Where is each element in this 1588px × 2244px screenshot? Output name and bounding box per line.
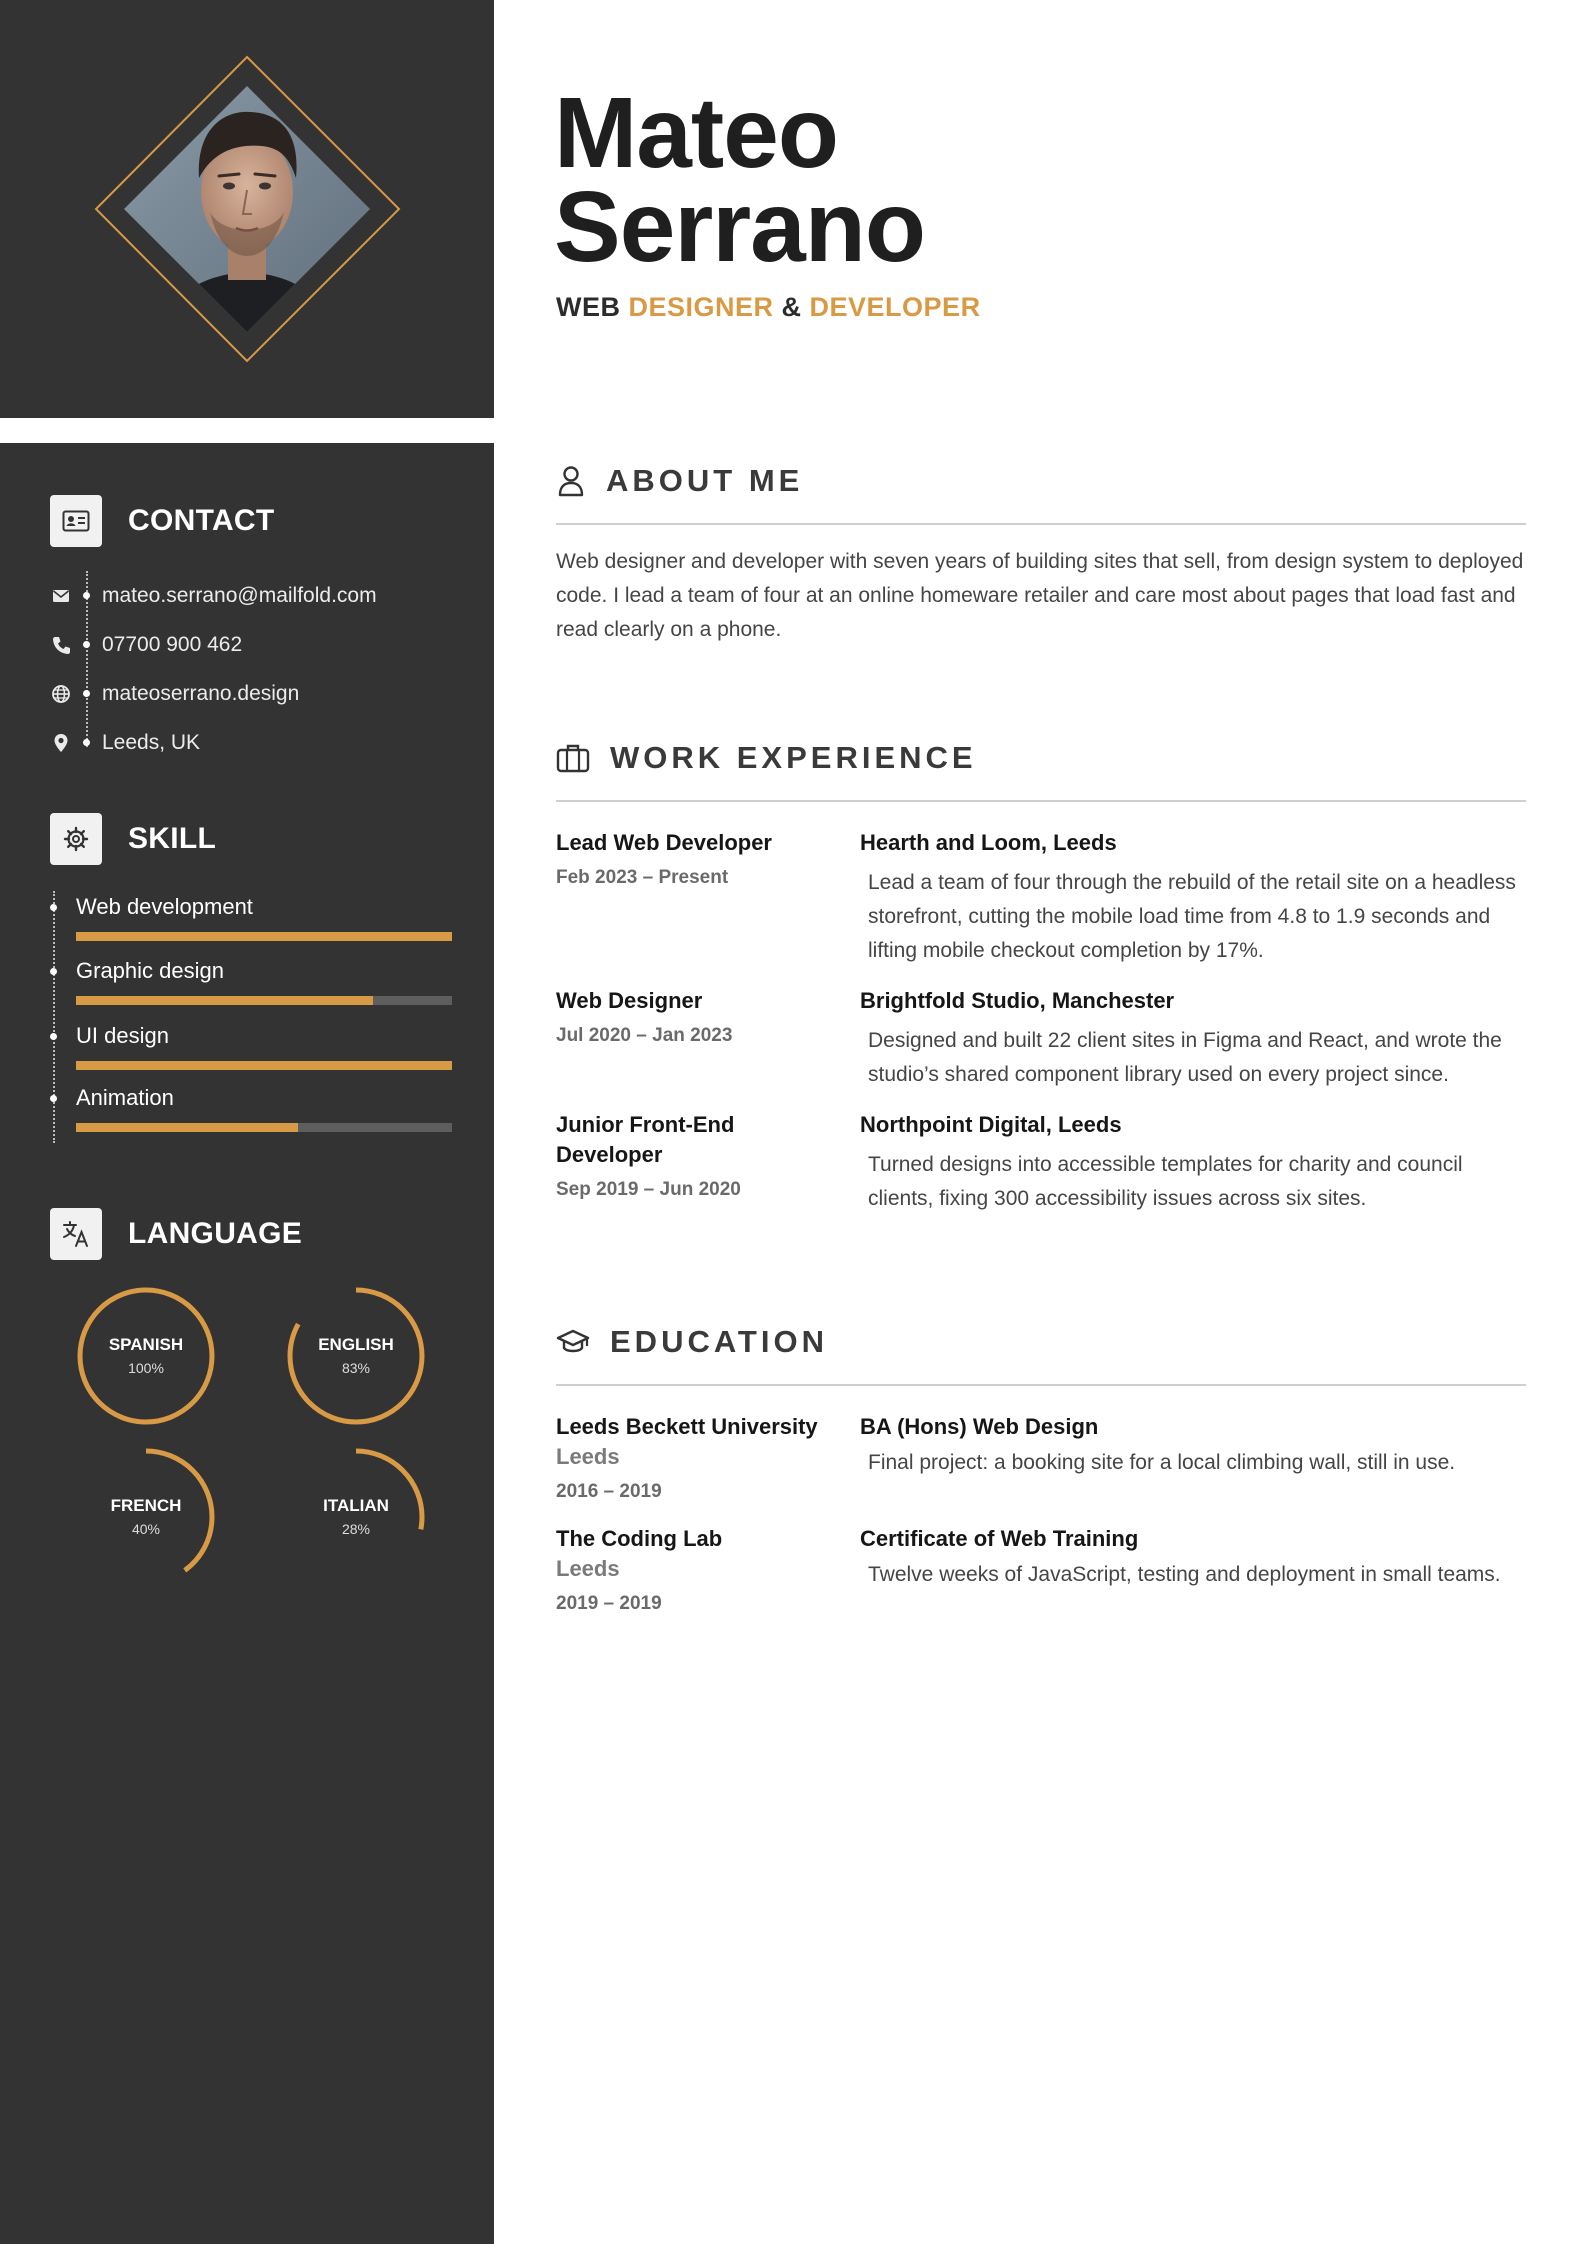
language-name: ENGLISH <box>318 1335 394 1354</box>
job-title-part: DESIGNER <box>628 292 774 322</box>
about-heading: ABOUT ME <box>606 463 804 498</box>
sidebar <box>0 443 494 2244</box>
job-description: Designed and built 22 client sites in Figma and React, and wrote the studio’s shared component library used on every project since. <box>868 1029 1502 1086</box>
first-name: Mateo <box>554 77 838 189</box>
timeline-dot <box>83 690 90 697</box>
work-section <box>556 732 1526 1234</box>
language-name: FRENCH <box>110 1496 182 1515</box>
phone-text: 07700 900 462 <box>102 633 243 656</box>
job-title-part: & <box>781 292 802 322</box>
job-employer: Brightfold Studio, Manchester <box>860 988 1175 1013</box>
school-name: The Coding Lab <box>556 1526 723 1551</box>
language-percent: 100% <box>128 1360 164 1376</box>
skill-item <box>0 889 494 953</box>
about-text: Web designer and developer with seven years of building sites that sell, from design system to deployed code. I lead a team of four at an online homeware retailer and care most about pages that load fast and read clearly on a phone. <box>556 550 1524 641</box>
job-dates: Feb 2023 – Present <box>556 867 729 888</box>
job-title: Web Designer <box>556 988 703 1013</box>
job-employer: Northpoint Digital, Leeds <box>860 1112 1122 1137</box>
job-list <box>556 828 1526 1216</box>
skill-heading-row <box>50 813 216 865</box>
school-name: Leeds Beckett University <box>556 1414 818 1439</box>
job-title-part: WEB <box>556 292 621 322</box>
education-years: 2016 – 2019 <box>556 1481 662 1502</box>
language-heading-row <box>50 1208 302 1260</box>
skill-bar <box>76 1123 452 1132</box>
person-icon <box>556 464 586 498</box>
contact-phone <box>50 627 470 663</box>
timeline-dot <box>50 968 57 975</box>
language-percent: 83% <box>341 1360 371 1376</box>
language-ring <box>276 1276 436 1436</box>
school-city: Leeds <box>556 1556 620 1581</box>
language-ring <box>276 1437 436 1597</box>
skill-label: Web development <box>76 894 253 919</box>
skill-bar-fill <box>76 1061 452 1070</box>
skill-bar <box>76 1061 452 1070</box>
email-icon <box>50 585 72 607</box>
person-name <box>554 77 925 283</box>
timeline-dot <box>50 1095 57 1102</box>
qualification: Certificate of Web Training <box>860 1526 1139 1551</box>
skill-bar-fill <box>76 1123 298 1132</box>
job-entry <box>556 828 1526 968</box>
job-title-part: DEVELOPER <box>809 292 981 322</box>
timeline-dot <box>50 904 57 911</box>
skill-label: UI design <box>76 1023 169 1048</box>
skill-item <box>0 1018 494 1082</box>
education-list <box>556 1412 1526 1618</box>
education-years: 2019 – 2019 <box>556 1593 662 1614</box>
work-heading-row <box>556 732 1526 802</box>
skill-item <box>0 1080 494 1144</box>
about-section <box>556 455 1526 647</box>
id-card-icon <box>50 495 102 547</box>
timeline-dot <box>83 641 90 648</box>
qualification: BA (Hons) Web Design <box>860 1414 1099 1439</box>
skill-bar-fill <box>76 932 452 941</box>
phone-icon <box>50 634 72 656</box>
contact-email[interactable] <box>50 578 470 614</box>
skill-label: Animation <box>76 1085 174 1110</box>
about-heading-row <box>556 455 1526 525</box>
education-description: Twelve weeks of JavaScript, testing and deployment in small teams. <box>868 1563 1501 1586</box>
job-dates: Sep 2019 – Jun 2020 <box>556 1179 741 1200</box>
language-percent: 28% <box>341 1521 371 1537</box>
skill-item <box>0 953 494 1017</box>
job-dates: Jul 2020 – Jan 2023 <box>556 1025 733 1046</box>
language-percent: 40% <box>131 1521 161 1537</box>
portrait-photo <box>0 0 494 418</box>
job-description: Lead a team of four through the rebuild of the retail site on a headless storefront, cutting the mobile load time from 4.8 to 1.9 seconds and lifting mobile checkout completion by 17%. <box>868 871 1516 962</box>
language-name: ITALIAN <box>323 1496 389 1515</box>
work-heading: WORK EXPERIENCE <box>610 740 977 775</box>
skill-bar-fill <box>76 996 373 1005</box>
graduation-cap-icon <box>556 1327 590 1357</box>
job-title: Junior Front-End Developer <box>556 1112 735 1167</box>
contact-website[interactable] <box>50 676 470 712</box>
location-pin-icon <box>50 732 72 754</box>
contact-heading: CONTACT <box>128 504 275 537</box>
skill-label: Graphic design <box>76 958 224 983</box>
job-employer: Hearth and Loom, Leeds <box>860 830 1117 855</box>
last-name: Serrano <box>554 171 925 283</box>
timeline-dot <box>83 592 90 599</box>
timeline-dot <box>83 739 90 746</box>
website-text[interactable]: mateoserrano.design <box>102 682 300 705</box>
education-entry <box>556 1412 1526 1506</box>
contact-heading-row <box>50 495 275 547</box>
education-section <box>556 1316 1526 1636</box>
job-entry <box>556 986 1526 1092</box>
gear-icon <box>50 813 102 865</box>
briefcase-icon <box>556 742 590 774</box>
timeline-dot <box>50 1033 57 1040</box>
school-city: Leeds <box>556 1444 620 1469</box>
education-heading: EDUCATION <box>610 1324 828 1359</box>
job-title: Lead Web Developer <box>556 830 772 855</box>
language-ring <box>66 1437 226 1597</box>
language-heading: LANGUAGE <box>128 1217 303 1250</box>
job-entry <box>556 1110 1526 1216</box>
education-entry <box>556 1524 1526 1618</box>
skill-heading: SKILL <box>128 822 217 855</box>
language-name: SPANISH <box>108 1335 184 1354</box>
location-text: Leeds, UK <box>102 731 201 754</box>
education-heading-row <box>556 1316 1526 1386</box>
email-text[interactable]: mateo.serrano@mailfold.com <box>102 584 377 607</box>
job-description: Turned designs into accessible templates for charity and council clients, fixing 300 accessibility issues across six sites. <box>868 1153 1463 1210</box>
photo-panel <box>0 0 494 418</box>
skill-bar <box>76 996 452 1005</box>
education-description: Final project: a booking site for a local climbing wall, still in use. <box>868 1451 1456 1474</box>
contact-location <box>50 725 470 761</box>
globe-icon <box>50 683 72 705</box>
skill-bar <box>76 932 452 941</box>
job-title <box>556 292 989 323</box>
language-ring <box>66 1276 226 1436</box>
translate-icon <box>50 1208 102 1260</box>
